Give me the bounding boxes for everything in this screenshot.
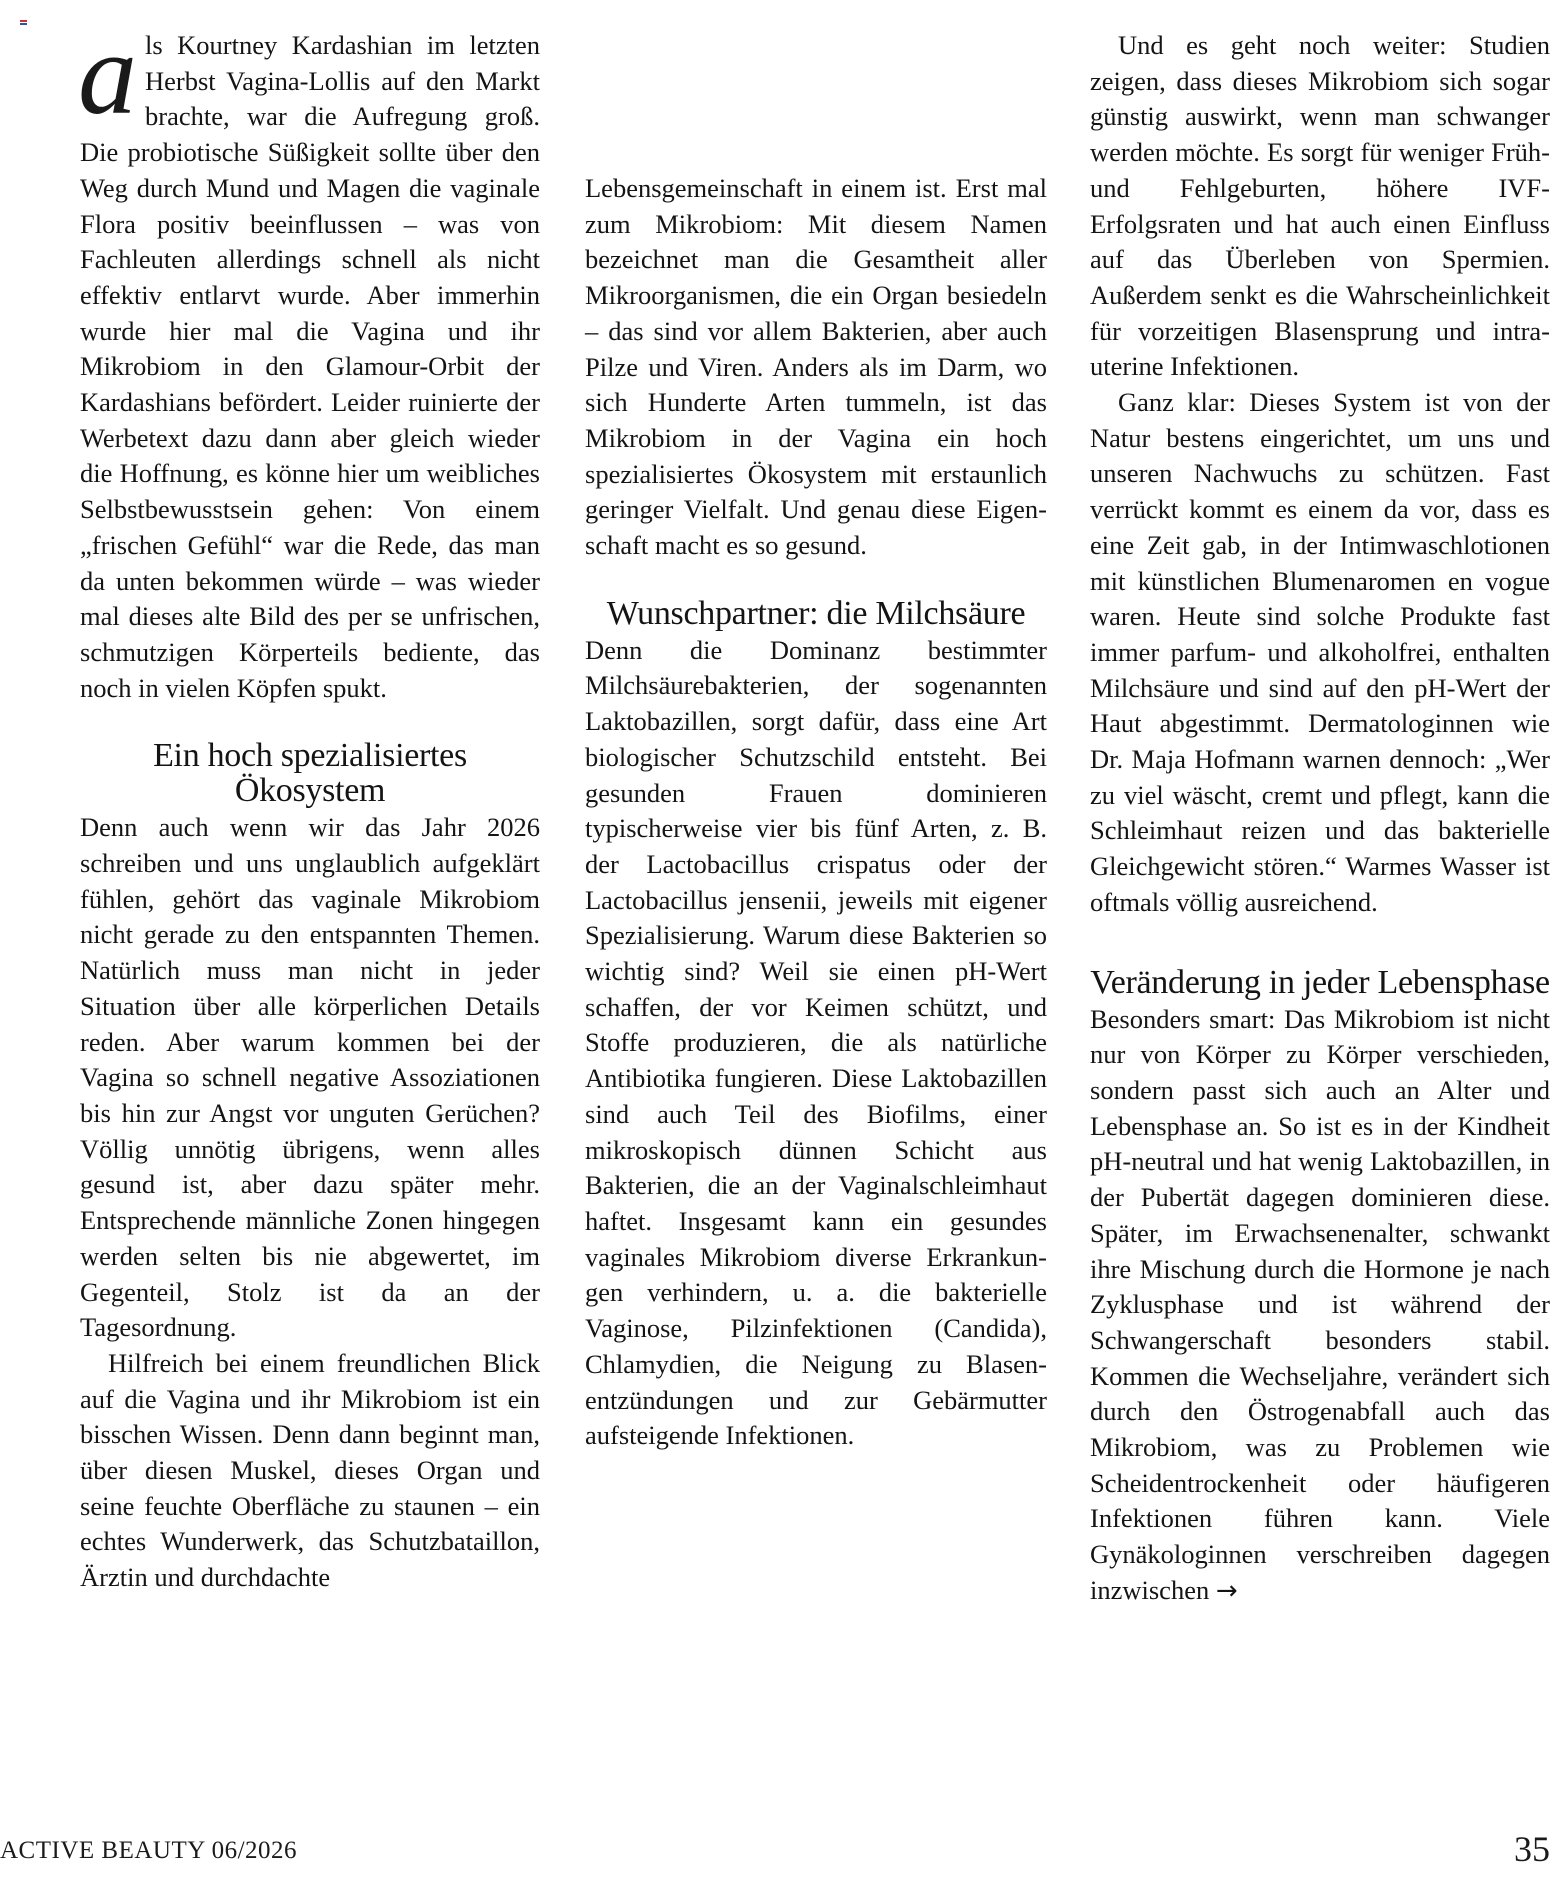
paragraph: Und es geht noch weiter: Studien zeigen, dass dieses Mikrobiom sich sogar günstig auswirkt, wenn man schwanger werden möchte. Es sorgt für weniger Früh- und Fehlgeburten, höhere IVF-Erfolgsraten und hat auch einen Einfluss auf das Überleben von Spermien. Außerdem senkt es die Wahrscheinlichkeit für vorzeitigen Blasensprung und intrauterine Infektionen. bbox=[1090, 30, 1550, 382]
page-number: 35 bbox=[1514, 1829, 1550, 1869]
paragraph: Hilfreich bei einem freundlichen Blick auf die Vagina und ihr Mikrobiom ist ein bisschen Wissen. Denn dann beginnt man, über diesen Muskel, dieses Organ und seine feuchte Oberfläche zu staunen – ein echtes Wunderwerk, das Schutzbataillon, Ärztin und durchdachte bbox=[80, 1347, 540, 1593]
intro-paragraph-text: ls Kourtney Kardashian im letzten Herbst Vagina-Lollis auf den Markt brachte, war die Aufregung groß. Die probiotische Süßigkeit sollte über den Weg durch Mund und Magen die vaginale Flora positiv beeinflussen – was von Fachleuten allerdings schnell als nicht effektiv entlarvt wurde. Aber immerhin wurde hier mal die Vagina und ihr Mikrobiom in den Glamour-Orbit der Kardashians befördert. Leider ruinierte der Werbetext dazu dann aber gleich wieder die Hoffnung, es könne hier um weibliches Selbstbewusstsein gehen: Von einem „frischen Gefühl“ war die Rede, das man da unten bekommen würde – was wieder mal dieses alte Bild des per se unfrischen, schmutzigen Körperteils bediente, das noch in vielen Köpfen spukt. bbox=[80, 30, 540, 703]
paragraph: Lebensgemeinschaft in einem ist. Erst mal zum Mikrobiom: Mit diesem Namen bezeichnet man die Gesamtheit aller Mikroorganismen, die ein Organ besiedeln – das sind vor allem Bakterien, aber auch Pilze und Viren. Anders als im Darm, wo sich Hunderte Arten tummeln, ist das Mikrobiom in der Vagina ein hoch spezialisiertes Ökosystem mit erstaunlich geringer Vielfalt. Und genau diese Eigenschaft macht es so gesund. bbox=[585, 173, 1047, 561]
drop-cap: a bbox=[78, 8, 137, 139]
section-heading-lebensphase: Veränderung in jeder Lebensphase bbox=[1090, 963, 1550, 1001]
intro-paragraph bbox=[78, 8, 540, 706]
right-arrow-icon: → bbox=[1215, 1575, 1238, 1606]
article-column-1 bbox=[78, 8, 540, 1596]
section-heading-milchsaeure: Wunschpartner: die Milchsäure bbox=[606, 594, 1026, 632]
article-column-3 bbox=[1090, 28, 1550, 1610]
paragraph-text: Besonders smart: Das Mikrobiom ist nicht nur von Körper zu Körper verschieden, sondern passt sich auch an Alter und Lebensphase an. So ist es in der Kindheit pH-neutral und hat wenig Laktobazillen, in der Pubertät dagegen dominieren diese. Später, im Erwachsenenalter, schwankt ihre Mischung durch die Hormone je nach Zyklusphase und ist während der Schwangerschaft besonders stabil. Kommen die Wechseljahre, verändert sich durch den Östrogenabfall auch das Mikrobiom, was zu Problemen wie Scheidentrockenheit oder häufigeren Infektionen führen kann. Viele Gynäkologinnen verschreiben dagegen inzwischen bbox=[1090, 1003, 1550, 1605]
paragraph: Denn auch wenn wir das Jahr 2026 schreiben und uns unglaublich aufgeklärt fühlen, gehört das vaginale Mikrobiom nicht gerade zu den entspannten Themen. Natürlich muss man nicht in jeder Situation über alle körperlichen Details reden. Aber warum kommen bei der Vagina so schnell negative Assoziationen bis hin zur Angst vor unguten Gerüchen? Völlig unnötig übrigens, wenn alles gesund ist, aber dazu später mehr. Entsprechende männliche Zonen hingegen werden selten bis nie abgewertet, im Gegenteil, Stolz ist da an der Tagesordnung. bbox=[80, 812, 540, 1343]
article-column-2 bbox=[585, 171, 1047, 1454]
magazine-issue-label: ACTIVE BEAUTY 06/2026 bbox=[0, 1837, 298, 1864]
corner-color-mark bbox=[20, 20, 27, 26]
paragraph: Ganz klar: Dieses System ist von der Natur bestens eingerichtet, um uns und unseren Nachwuchs zu schützen. Fast verrückt kommt es einem da vor, dass es eine Zeit gab, in der Intimwaschlotionen mit künstlichen Blumenaromen en vogue waren. Heute sind solche Produkte fast immer parfum- und alkoholfrei, enthalten Milchsäure und sind auf den pH-Wert der Haut abgestimmt. Dermatologinnen wie Dr. Maja Hofmann warnen dennoch: „Wer zu viel wäscht, cremt und pflegt, kann die Schleimhaut reizen und das bakterielle Gleichgewicht stören.“ Warmes Wasser ist oftmals völlig ausreichend. bbox=[1090, 387, 1550, 917]
section-heading-oekosystem: Ein hoch spezialisiertes Ökosystem bbox=[153, 737, 467, 810]
paragraph-last bbox=[1090, 1002, 1550, 1610]
paragraph: Denn die Dominanz bestimmter Milchsäurebakterien, der sogenannten Laktobazillen, sorgt dafür, dass eine Art biologischer Schutzschild entsteht. Bei gesunden Frauen dominieren typischerweise vier bis fünf Arten, z. B. der Lactobacillus crispatus oder der Lactobacillus jensenii, jeweils mit eigener Spezialisierung. Warum diese Bakterien so wichtig sind? Weil sie einen pH-Wert schaffen, der vor Keimen schützt, und Stoffe produzieren, die als natürliche Antibiotika fungieren. Diese Laktobazillen sind auch Teil des Biofilms, einer mikroskopisch dünnen Schicht aus Bakterien, die an der Vaginalschleimhaut haftet. Insgesamt kann ein gesundes vaginales Mikrobiom diverse Erkrankungen verhindern, u. a. die bakterielle Vaginose, Pilzinfektionen (Candida), Chlamydien, die Neigung zu Blasenentzündungen und zur Gebärmutter aufsteigende Infektionen. bbox=[585, 634, 1047, 1451]
